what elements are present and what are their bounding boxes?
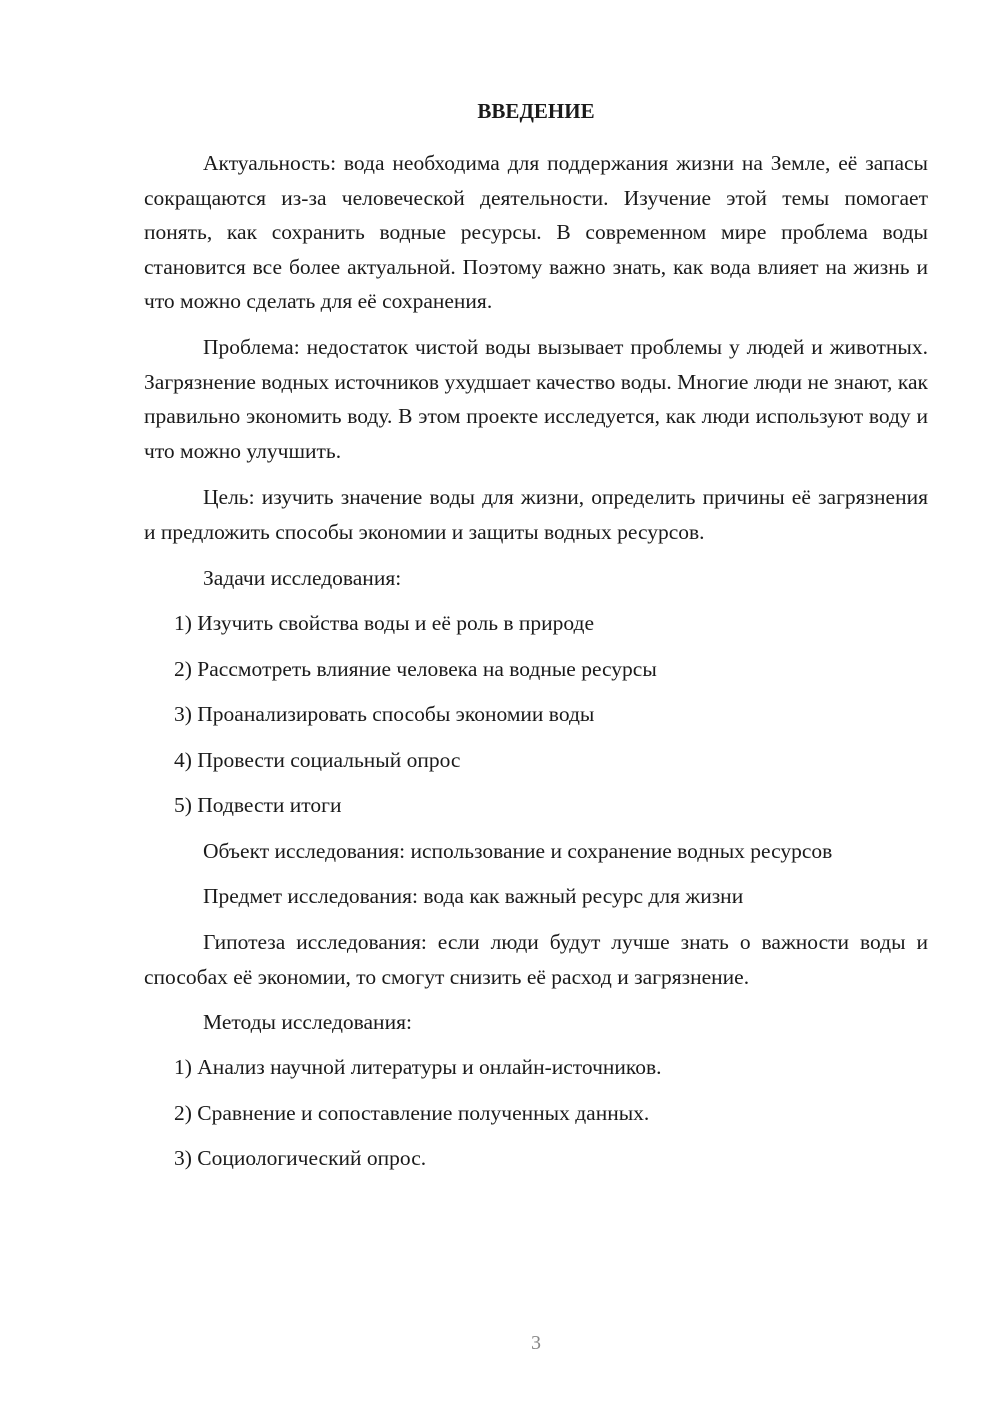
task-item-1: 1) Изучить свойства воды и её роль в природе [174,611,595,635]
goal-paragraph: Цель: изучить значение воды для жизни, определить причины её загрязнения и предложить способы экономии и защиты водных ресурсов. [144,485,928,544]
tasks-heading: Задачи исследования: [203,566,402,590]
method-item-3: 3) Социологический опрос. [174,1146,427,1170]
method-item-2: 2) Сравнение и сопоставление полученных данных. [174,1101,650,1125]
page-number: 3 [531,1332,541,1354]
relevance-paragraph: Актуальность: вода необходима для поддержания жизни на Земле, её запасы сокращаются из-за человеческой деятельности. Изучение этой темы помогает понять, как сохранить водные ресурсы. В современном мире проблема воды становится все более актуальной. Поэтому важно знать, как вода влияет на жизнь и что можно сделать для её сохранения. [144,151,928,313]
hypothesis-paragraph: Гипотеза исследования: если люди будут лучше знать о важности воды и способах её экономии, то смогут снизить её расход и загрязнение. [144,930,928,989]
research-subject: Предмет исследования: вода как важный ресурс для жизни [203,884,744,908]
task-item-4: 4) Провести социальный опрос [174,748,461,772]
research-object: Объект исследования: использование и сохранение водных ресурсов [203,839,833,863]
problem-paragraph: Проблема: недостаток чистой воды вызывает проблемы у людей и животных. Загрязнение водных источников ухудшает качество воды. Многие люди не знают, как правильно экономить воду. В этом проекте исследуется, как люди используют воду и что можно улучшить. [144,335,928,463]
task-item-3: 3) Проанализировать способы экономии воды [174,702,595,726]
task-item-2: 2) Рассмотреть влияние человека на водные ресурсы [174,657,657,681]
method-item-1: 1) Анализ научной литературы и онлайн-источников. [174,1055,662,1079]
task-item-5: 5) Подвести итоги [174,793,342,817]
methods-heading: Методы исследования: [203,1010,412,1034]
page-title: ВВЕДЕНИЕ [477,99,595,123]
